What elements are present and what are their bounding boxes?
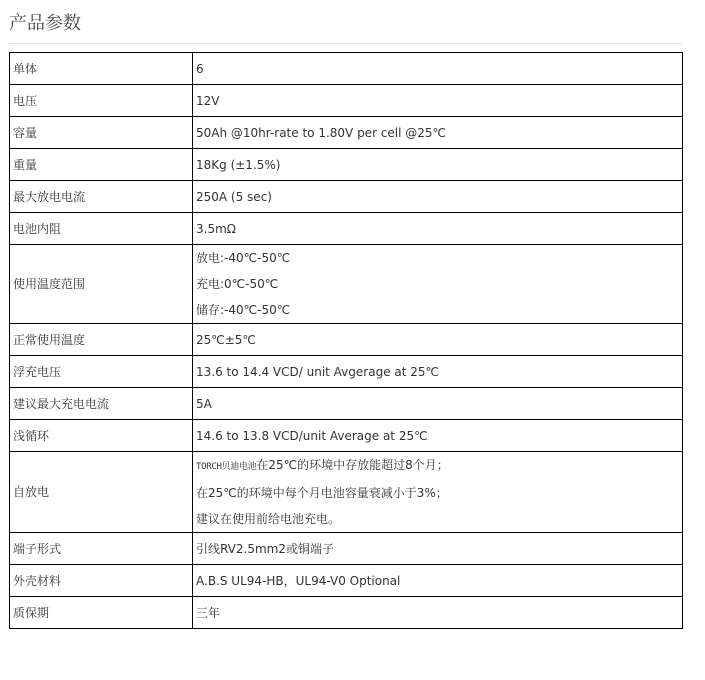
title-divider	[9, 43, 682, 44]
spec-label: 重量	[10, 149, 193, 181]
brand-name: TORCH贝迪电池	[196, 462, 257, 472]
spec-value: 250A (5 sec)	[193, 181, 683, 213]
spec-value	[193, 245, 683, 324]
spec-line-capacity-decay: 在25℃的环境中每个月电池容量衰减小于3%；	[196, 486, 448, 500]
spec-row-cells	[10, 53, 683, 85]
spec-label: 外壳材料	[10, 565, 193, 597]
spec-label: 浮充电压	[10, 356, 193, 388]
spec-row-cycle-use	[10, 420, 683, 452]
spec-label: 电压	[10, 85, 193, 117]
spec-value: 三年	[193, 597, 683, 629]
spec-value: A.B.S UL94-HB，UL94-V0 Optional	[193, 565, 683, 597]
spec-row-capacity	[10, 117, 683, 149]
spec-value: 50Ah @10hr-rate to 1.80V per cell @25℃	[193, 117, 683, 149]
spec-value: 14.6 to 13.8 VCD/unit Average at 25℃	[193, 420, 683, 452]
spec-line-recharge-advice: 建议在使用前给电池充电。	[196, 512, 341, 526]
spec-row-resistance	[10, 213, 683, 245]
spec-label: 端子形式	[10, 533, 193, 565]
spec-row-weight	[10, 149, 683, 181]
spec-label: 建议最大充电电流	[10, 388, 193, 420]
spec-label: 单体	[10, 53, 193, 85]
spec-line-text: 在25℃的环境中存放能超过8个月；	[256, 458, 449, 472]
spec-label: 容量	[10, 117, 193, 149]
spec-value: 12V	[193, 85, 683, 117]
spec-row-terminal	[10, 533, 683, 565]
spec-label: 使用温度范围	[10, 245, 193, 324]
spec-label: 最大放电电流	[10, 181, 193, 213]
spec-value: 5A	[193, 388, 683, 420]
spec-row-temperature-range	[10, 245, 683, 324]
spec-row-float-voltage	[10, 356, 683, 388]
spec-value: 13.6 to 14.4 VCD/ unit Avgerage at 25℃	[193, 356, 683, 388]
spec-row-max-charge-current	[10, 388, 683, 420]
spec-line-storage: 储存:-40℃-50℃	[196, 303, 291, 317]
spec-value	[193, 452, 683, 533]
spec-label: 质保期	[10, 597, 193, 629]
spec-row-voltage	[10, 85, 683, 117]
spec-label: 正常使用温度	[10, 324, 193, 356]
spec-value: 18Kg (±1.5%)	[193, 149, 683, 181]
spec-line-storage-duration	[196, 452, 679, 480]
spec-row-warranty	[10, 597, 683, 629]
spec-row-self-discharge	[10, 452, 683, 533]
spec-value: 25℃±5℃	[193, 324, 683, 356]
spec-row-max-discharge	[10, 181, 683, 213]
spec-table	[9, 52, 683, 629]
spec-label: 浅循环	[10, 420, 193, 452]
spec-label: 电池内阻	[10, 213, 193, 245]
spec-value: 引线RV2.5mm2或铜端子	[193, 533, 683, 565]
spec-line-charge: 充电:0℃-50℃	[196, 277, 279, 291]
spec-label: 自放电	[10, 452, 193, 533]
spec-row-normal-temperature	[10, 324, 683, 356]
spec-value: 3.5mΩ	[193, 213, 683, 245]
spec-line-discharge: 放电:-40℃-50℃	[196, 251, 291, 265]
spec-value: 6	[193, 53, 683, 85]
spec-row-case-material	[10, 565, 683, 597]
page-title: 产品参数	[9, 13, 81, 34]
